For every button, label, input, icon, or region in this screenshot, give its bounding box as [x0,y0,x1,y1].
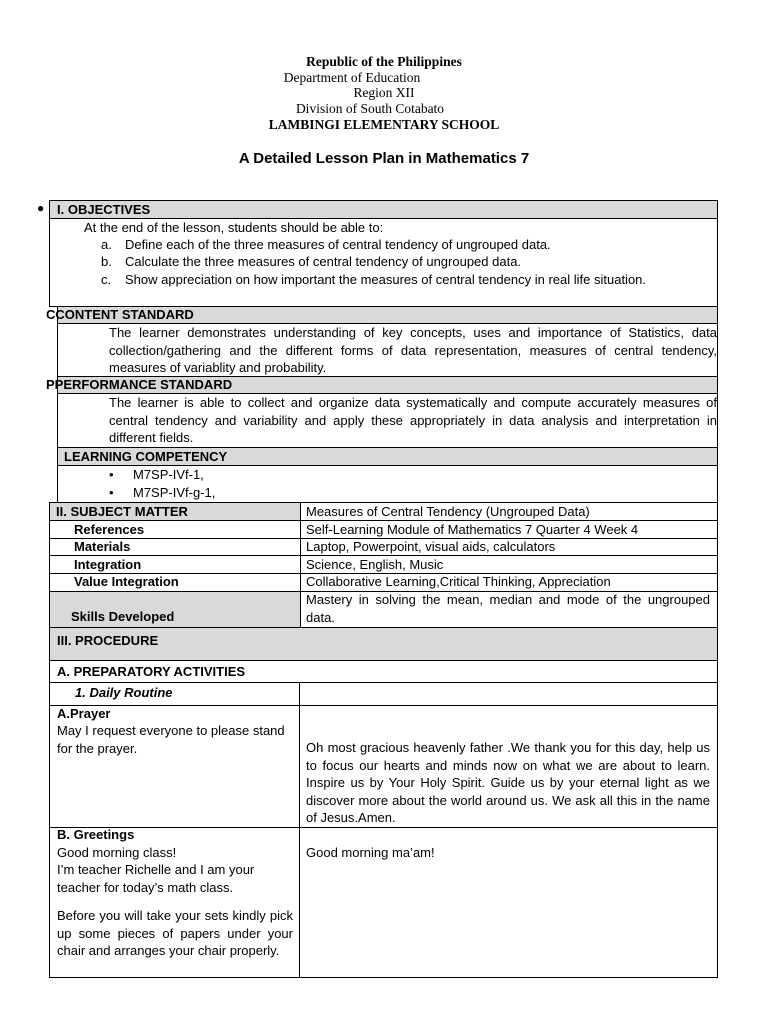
learning-competency-heading: LEARNING COMPETENCY [64,449,228,464]
greetings-heading: B. Greetings [57,827,135,842]
content-standard-text: The learner demonstrates understanding of key concepts, uses and importance of Statistics, data collection/gathering and the different forms of data representation, measures of central tendency, measures of variablity and probability. [109,325,717,375]
content-standard-body [57,323,718,377]
header-region: Region XII [353,85,415,100]
preparatory-row [49,660,718,683]
performance-standard-body [57,393,718,448]
objectives-heading: I. OBJECTIVES [57,202,151,217]
competency-code: M7SP-IVf-1, [133,467,204,482]
greetings-teacher-text: I’m teacher Richelle and I am your teacher for today’s math class. [57,862,255,895]
greetings-student-text: Good morning ma’am! [306,845,435,860]
page-title: A Detailed Lesson Plan in Mathematics 7 [238,150,530,167]
objective-marker: c. [101,272,112,287]
header-department: Department of Education [283,70,421,85]
bullet-icon: ● [37,201,45,215]
references-value: Self-Learning Module of Mathematics 7 Quarter 4 Week 4 [306,522,639,537]
column-divider [299,705,300,828]
references-label: References [74,522,145,537]
learning-competency-heading-row [57,447,718,466]
subject-matter-heading-cell [49,502,301,521]
prayer-student-text: Oh most gracious heavenly father .We thank you for this day, help us to focus our hearts and minds now on what we are about to learn. Inspire us by Your Holy Spirit. Guide us by your eternal light as we discover more about the world around us. We ask all this in the name of Jesus.Amen. [306,740,710,825]
integration-value: Science, English, Music [306,557,444,572]
column-divider [299,682,300,706]
integration-label: Integration [74,557,142,572]
objective-text: Show appreciation on how important the measures of central tendency in real life situation. [125,272,647,287]
procedure-heading-row [49,627,718,661]
objective-text: Define each of the three measures of central tendency of ungrouped data. [125,237,551,252]
skills-developed-label: Skills Developed [71,609,175,624]
materials-label: Materials [74,539,131,554]
header-division: Division of South Cotabato [295,101,445,116]
learning-competency-body [57,465,718,503]
prayer-heading: A.Prayer [57,706,111,721]
column-divider [299,827,300,978]
objectives-body [49,218,718,307]
objectives-heading-row [49,200,718,219]
performance-standard-heading: PPERFORMANCE STANDARD [46,377,233,392]
list-bullet-icon: • [109,485,114,500]
procedure-heading: III. PROCEDURE [57,633,159,648]
performance-standard-text: The learner is able to collect and organize data systematically and compute accurately measures of central tendency and variability and apply these appropriately in data analysis and interpretation in different fields. [109,395,717,445]
objective-marker: b. [101,254,112,269]
list-bullet-icon: • [109,467,114,482]
objective-text: Calculate the three measures of central tendency of ungrouped data. [125,254,522,269]
daily-routine-heading: 1. Daily Routine [75,685,173,700]
objectives-intro: At the end of the lesson, students should be able to: [84,220,384,235]
prayer-teacher-text: May I request everyone to please stand for the prayer. [57,723,285,756]
competency-code: M7SP-IVf-g-1, [133,485,216,500]
greetings-teacher-text: Good morning class! [57,845,177,860]
value-integration-label: Value Integration [74,574,179,589]
greetings-teacher-text: Before you will take your sets kindly pick up some pieces of papers under your chair and arranges your chair properly. [57,908,293,958]
skills-developed-value: Mastery in solving the mean, median and mode of the ungrouped data. [306,592,710,625]
header-school: LAMBINGI ELEMENTARY SCHOOL [268,117,500,132]
subject-matter-heading: II. SUBJECT MATTER [56,504,188,519]
content-standard-heading: CCONTENT STANDARD [46,307,194,322]
preparatory-heading: A. PREPARATORY ACTIVITIES [57,664,246,679]
header-republic: Republic of the Philippines [306,54,462,69]
materials-value: Laptop, Powerpoint, visual aids, calculators [306,539,556,554]
value-integration-value: Collaborative Learning,Critical Thinking, Appreciation [306,574,611,589]
objective-marker: a. [101,237,112,252]
subject-matter-topic: Measures of Central Tendency (Ungrouped Data) [306,504,590,519]
daily-routine-row [49,682,718,706]
